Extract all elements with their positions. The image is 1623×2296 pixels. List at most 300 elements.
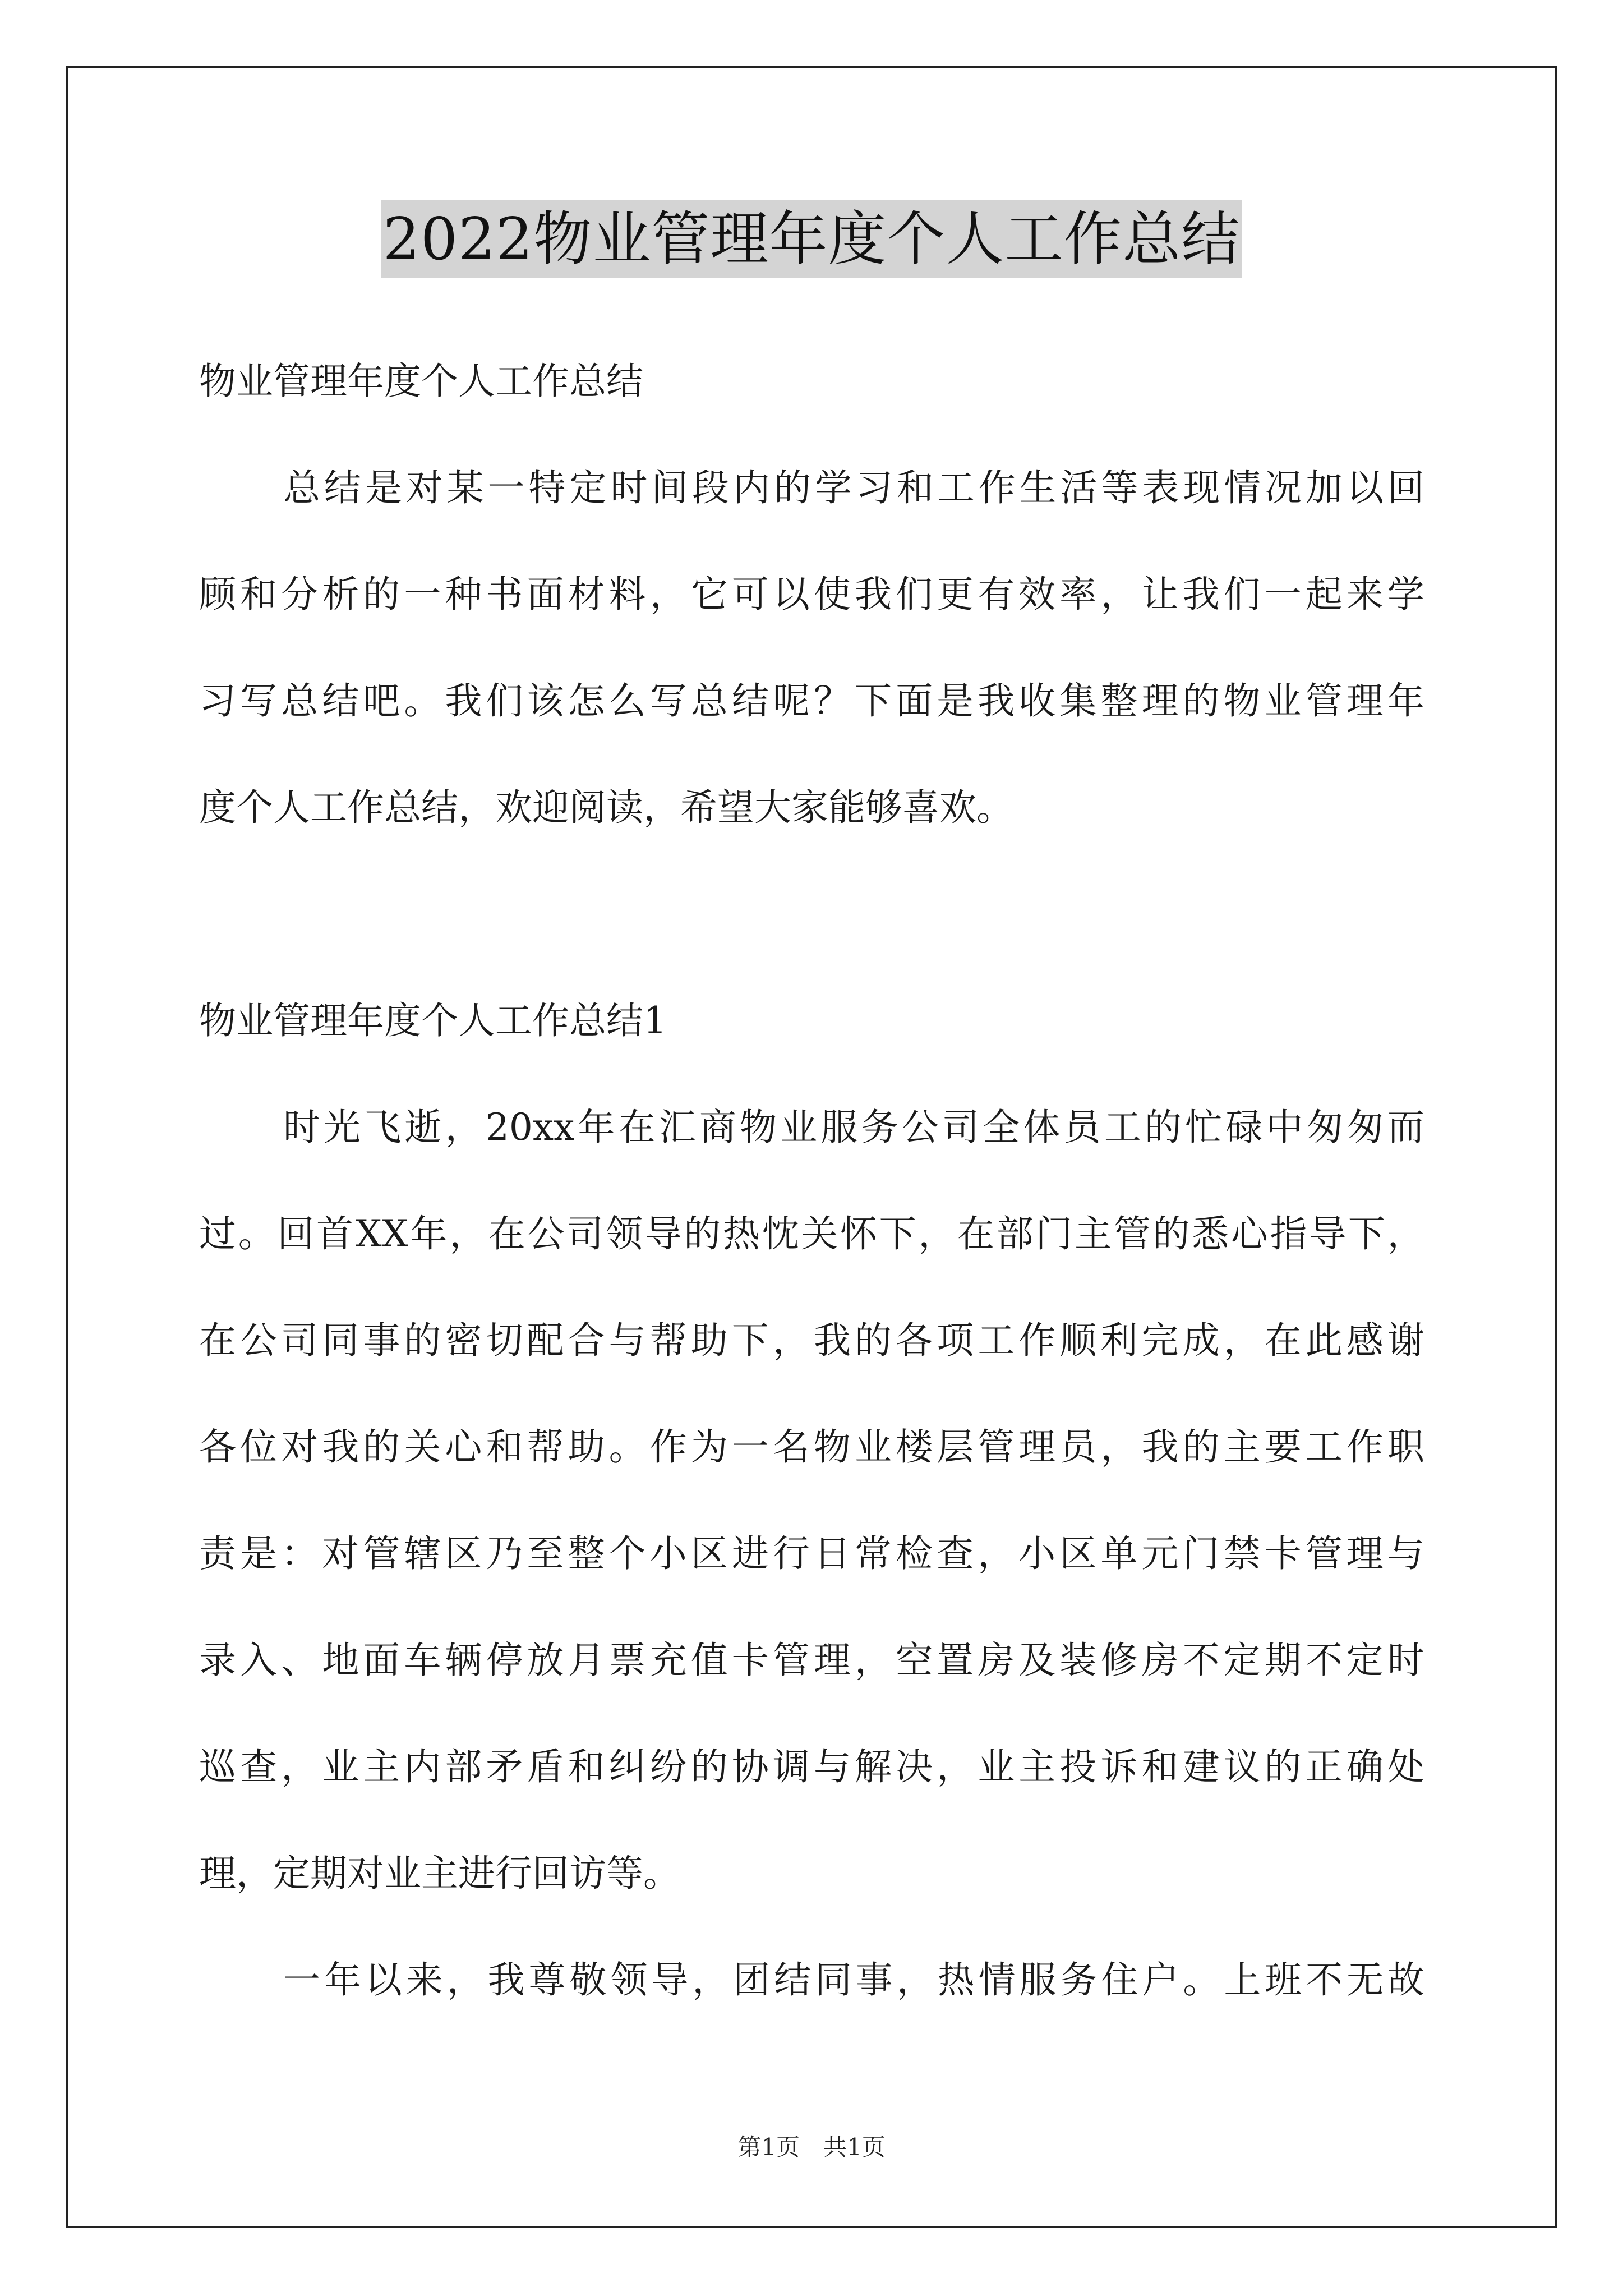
text-glyph: 热 bbox=[937, 1958, 975, 2001]
text-glyph: 使 bbox=[813, 573, 851, 616]
text-glyph: 房 bbox=[978, 1639, 1015, 1682]
text-glyph: 段 bbox=[692, 466, 730, 509]
text-glyph: 管 bbox=[772, 1639, 810, 1682]
text-glyph: 习 bbox=[855, 466, 893, 509]
text-glyph: 析 bbox=[322, 573, 359, 616]
text-glyph: 期 bbox=[1264, 1639, 1302, 1682]
text-glyph: 年 bbox=[578, 1106, 615, 1149]
text-glyph: 吧 bbox=[363, 679, 400, 723]
text-glyph: 情 bbox=[1224, 466, 1261, 509]
text-glyph: 公 bbox=[527, 1212, 565, 1255]
text-glyph: 间 bbox=[651, 466, 689, 509]
text-glyph: 匆 bbox=[1306, 1106, 1344, 1149]
text-glyph: 的 bbox=[1264, 1745, 1302, 1788]
text-glyph: 一 bbox=[731, 1425, 769, 1469]
text-glyph: 一 bbox=[283, 1958, 320, 2001]
text-glyph: ： bbox=[281, 1532, 319, 1575]
text-glyph: 位 bbox=[240, 1425, 278, 1469]
text-glyph: 光 bbox=[324, 1106, 361, 1149]
text-glyph: 对 bbox=[281, 1425, 319, 1469]
text-glyph: 结 bbox=[322, 679, 359, 723]
text-glyph: 对 bbox=[322, 1532, 359, 1575]
text-glyph: 建 bbox=[1182, 1745, 1220, 1788]
text-glyph: 配 bbox=[527, 1319, 564, 1362]
text-glyph: 结 bbox=[774, 1958, 811, 2001]
text-glyph: ， bbox=[445, 1106, 482, 1149]
text-glyph: 同 bbox=[814, 1958, 852, 2001]
document-title: 2022物业管理年度个人工作总结 bbox=[381, 200, 1243, 278]
text-glyph: 谢 bbox=[1387, 1319, 1424, 1362]
text-glyph: 全 bbox=[983, 1106, 1020, 1149]
text-glyph: 帮 bbox=[649, 1319, 687, 1362]
text-glyph: 协 bbox=[731, 1745, 769, 1788]
text-glyph: 学 bbox=[1387, 573, 1424, 616]
text-glyph: 有 bbox=[978, 573, 1015, 616]
text-glyph: 户 bbox=[1142, 1958, 1179, 2001]
text-glyph: ， bbox=[649, 573, 687, 616]
text-glyph: 停 bbox=[486, 1639, 523, 1682]
text-glyph: 房 bbox=[1141, 1639, 1179, 1682]
paragraph-line bbox=[199, 572, 1424, 617]
paragraph-line bbox=[199, 1745, 1424, 1789]
text-glyph: ， bbox=[978, 1532, 1015, 1575]
text-glyph: 主 bbox=[363, 1745, 400, 1788]
text-glyph: 定 bbox=[1346, 1639, 1384, 1682]
text-glyph: 和 bbox=[1141, 1745, 1179, 1788]
text-glyph: 班 bbox=[1265, 1958, 1302, 2001]
text-glyph: 热 bbox=[722, 1212, 760, 1255]
text-glyph: 理 bbox=[1141, 679, 1179, 723]
text-glyph: 项 bbox=[937, 1319, 974, 1362]
text-glyph: 下 bbox=[731, 1319, 769, 1362]
text-glyph: 匆 bbox=[1347, 1106, 1384, 1149]
text-glyph: 物 bbox=[1223, 679, 1261, 723]
text-glyph: 同 bbox=[322, 1319, 359, 1362]
text-glyph: 们 bbox=[486, 679, 523, 723]
text-glyph: 放 bbox=[527, 1639, 564, 1682]
text-glyph: 装 bbox=[1059, 1639, 1097, 1682]
title-container bbox=[0, 200, 1623, 278]
text-glyph: 总 bbox=[690, 679, 728, 723]
text-glyph: 在 bbox=[957, 1212, 995, 1255]
paragraph-line bbox=[199, 679, 1424, 724]
text-glyph: 的 bbox=[1182, 679, 1220, 723]
text-glyph: 修 bbox=[1100, 1639, 1138, 1682]
text-glyph: 利 bbox=[1100, 1319, 1138, 1362]
text-glyph: 物 bbox=[740, 1106, 777, 1149]
text-glyph: 我 bbox=[1141, 1425, 1179, 1469]
text-glyph: 值 bbox=[690, 1639, 728, 1682]
text-glyph: 调 bbox=[772, 1745, 810, 1788]
text-glyph: 处 bbox=[1387, 1745, 1424, 1788]
text-glyph: 情 bbox=[978, 1958, 1016, 2001]
text-glyph: 管 bbox=[1113, 1212, 1151, 1255]
text-glyph: 切 bbox=[486, 1319, 523, 1362]
text-glyph: 某 bbox=[446, 466, 484, 509]
text-glyph: 员 bbox=[1059, 1425, 1097, 1469]
text-glyph: 下 bbox=[1348, 1212, 1385, 1255]
text-glyph: 可 bbox=[731, 573, 769, 616]
text-glyph: 部 bbox=[445, 1745, 482, 1788]
text-glyph: 我 bbox=[322, 1425, 359, 1469]
section-heading: 物业管理年度个人工作总结1 bbox=[199, 999, 667, 1042]
text-glyph: 时 bbox=[610, 466, 648, 509]
text-glyph: 务 bbox=[1060, 1958, 1098, 2001]
text-glyph: 理 bbox=[1018, 1425, 1056, 1469]
text-glyph: 责 bbox=[199, 1532, 236, 1575]
text-glyph: 集 bbox=[1059, 679, 1097, 723]
text-glyph: 面 bbox=[363, 1639, 400, 1682]
text-glyph: 活 bbox=[1060, 466, 1098, 509]
text-glyph: 元 bbox=[1141, 1532, 1179, 1575]
text-glyph: 表 bbox=[1142, 466, 1179, 509]
text-glyph: 主 bbox=[1075, 1212, 1112, 1255]
text-glyph: 议 bbox=[1223, 1745, 1261, 1788]
text-glyph: 司 bbox=[281, 1319, 319, 1362]
text-glyph: 我 bbox=[813, 1319, 851, 1362]
text-glyph: 内 bbox=[733, 466, 771, 509]
text-glyph: 效 bbox=[1018, 573, 1056, 616]
text-glyph: 矛 bbox=[486, 1745, 523, 1788]
text-glyph: 至 bbox=[527, 1532, 564, 1575]
text-glyph: 小 bbox=[1018, 1532, 1056, 1575]
text-glyph: 住 bbox=[1101, 1958, 1138, 2001]
text-glyph: 写 bbox=[240, 679, 278, 723]
paragraph-line bbox=[199, 1638, 1424, 1683]
text-glyph: 定 bbox=[1223, 1639, 1261, 1682]
text-glyph: 不 bbox=[1182, 1639, 1220, 1682]
text-glyph: 完 bbox=[1141, 1319, 1179, 1362]
text-glyph: 不 bbox=[1305, 1639, 1343, 1682]
text-glyph: 飞 bbox=[364, 1106, 402, 1149]
text-glyph: 让 bbox=[1141, 573, 1179, 616]
text-glyph: 楼 bbox=[896, 1425, 933, 1469]
text-glyph: 心 bbox=[1230, 1212, 1268, 1255]
text-glyph: 区 bbox=[1059, 1532, 1097, 1575]
text-glyph: 门 bbox=[1182, 1532, 1220, 1575]
text-glyph: 一 bbox=[404, 573, 441, 616]
text-glyph: 对 bbox=[405, 466, 443, 509]
text-glyph: 检 bbox=[896, 1532, 933, 1575]
text-glyph: 部 bbox=[996, 1212, 1034, 1255]
text-glyph: 尊 bbox=[528, 1958, 566, 2001]
text-glyph: ？ bbox=[813, 679, 851, 723]
text-glyph: 在 bbox=[199, 1319, 236, 1362]
text-glyph: 而 bbox=[1387, 1106, 1424, 1149]
text-glyph: 员 bbox=[1063, 1106, 1101, 1149]
text-glyph: 密 bbox=[445, 1319, 482, 1362]
text-glyph: 个 bbox=[608, 1532, 646, 1575]
text-glyph: 主 bbox=[1223, 1425, 1261, 1469]
text-glyph: 业 bbox=[322, 1745, 359, 1788]
text-glyph: 卡 bbox=[1264, 1532, 1302, 1575]
text-glyph: 工 bbox=[1305, 1425, 1343, 1469]
text-glyph: 门 bbox=[1035, 1212, 1073, 1255]
text-glyph: 务 bbox=[861, 1106, 898, 1149]
text-glyph: 导 bbox=[651, 1958, 689, 2001]
text-glyph: 上 bbox=[1224, 1958, 1261, 2001]
paragraph-line bbox=[283, 1105, 1424, 1150]
text-glyph: 事 bbox=[855, 1958, 893, 2001]
text-glyph: 日 bbox=[813, 1532, 851, 1575]
text-glyph: 公 bbox=[901, 1106, 939, 1149]
text-glyph: 此 bbox=[1305, 1319, 1343, 1362]
text-glyph: ， bbox=[1100, 573, 1138, 616]
text-glyph: 巡 bbox=[199, 1745, 236, 1788]
text-glyph: 忙 bbox=[1185, 1106, 1223, 1149]
text-glyph: 职 bbox=[1387, 1425, 1424, 1469]
text-glyph: 习 bbox=[199, 679, 236, 723]
text-glyph: 的 bbox=[1152, 1212, 1190, 1255]
text-glyph: 月 bbox=[568, 1639, 605, 1682]
text-glyph: 确 bbox=[1346, 1745, 1384, 1788]
text-glyph: 领 bbox=[610, 1958, 648, 2001]
text-glyph: 卡 bbox=[731, 1639, 769, 1682]
text-glyph: 导 bbox=[644, 1212, 682, 1255]
text-glyph: 票 bbox=[608, 1639, 646, 1682]
text-glyph: 的 bbox=[855, 1319, 892, 1362]
text-glyph: 管 bbox=[363, 1532, 400, 1575]
text-glyph: ， bbox=[896, 1958, 934, 2001]
paragraph-line bbox=[283, 466, 1424, 510]
text-glyph: 书 bbox=[486, 573, 523, 616]
text-glyph: 总 bbox=[283, 466, 320, 509]
text-glyph: 层 bbox=[937, 1425, 974, 1469]
text-glyph: 。 bbox=[608, 1425, 646, 1469]
text-glyph: 起 bbox=[1305, 573, 1343, 616]
text-glyph: 区 bbox=[690, 1532, 728, 1575]
text-glyph: 及 bbox=[1018, 1639, 1056, 1682]
paragraph-line bbox=[199, 1425, 1424, 1470]
text-glyph: 面 bbox=[896, 679, 933, 723]
text-glyph: 以 bbox=[772, 573, 810, 616]
text-glyph: 的 bbox=[363, 1425, 400, 1469]
text-glyph: 成 bbox=[1182, 1319, 1220, 1362]
text-glyph: 业 bbox=[978, 1745, 1015, 1788]
text-glyph: 的 bbox=[1144, 1106, 1182, 1149]
text-glyph: 关 bbox=[801, 1212, 838, 1255]
text-glyph: 心 bbox=[445, 1425, 482, 1469]
text-glyph: 年 bbox=[324, 1958, 361, 2001]
text-glyph: 理 bbox=[813, 1639, 851, 1682]
text-glyph: 理 bbox=[1346, 679, 1384, 723]
text-glyph: 。 bbox=[238, 1212, 275, 1255]
paragraph-line bbox=[199, 1531, 1424, 1576]
text-glyph: 料 bbox=[608, 573, 646, 616]
text-glyph: 来 bbox=[1346, 573, 1384, 616]
text-glyph: 况 bbox=[1265, 466, 1302, 509]
text-glyph: 作 bbox=[1018, 1319, 1056, 1362]
text-glyph: 的 bbox=[363, 573, 400, 616]
text-glyph: 体 bbox=[1023, 1106, 1061, 1149]
text-glyph: 感 bbox=[1346, 1319, 1384, 1362]
text-glyph: 管 bbox=[1305, 679, 1343, 723]
paragraph-line: 度个人工作总结，欢迎阅读，希望大家能够喜欢。 bbox=[199, 786, 1013, 829]
text-glyph: 主 bbox=[1018, 1745, 1056, 1788]
text-glyph: 加 bbox=[1306, 466, 1343, 509]
text-glyph: 、 bbox=[281, 1639, 319, 1682]
paragraph-line bbox=[199, 1318, 1424, 1363]
text-glyph: 等 bbox=[1101, 466, 1138, 509]
text-glyph: 与 bbox=[1387, 1532, 1424, 1575]
text-glyph: 现 bbox=[1183, 466, 1220, 509]
text-glyph: 内 bbox=[404, 1745, 441, 1788]
text-glyph: 充 bbox=[649, 1639, 687, 1682]
text-glyph: 业 bbox=[855, 1425, 892, 1469]
text-glyph: 整 bbox=[1100, 679, 1138, 723]
text-glyph: ， bbox=[918, 1212, 956, 1255]
text-glyph: 区 bbox=[445, 1532, 482, 1575]
section-heading: 物业管理年度个人工作总结 bbox=[199, 360, 643, 403]
text-glyph: 司 bbox=[942, 1106, 980, 1149]
text-glyph: 悉 bbox=[1192, 1212, 1229, 1255]
text-glyph: 服 bbox=[820, 1106, 858, 1149]
text-glyph: 的 bbox=[690, 1745, 728, 1788]
text-glyph: 名 bbox=[772, 1425, 810, 1469]
text-glyph: 录 bbox=[199, 1639, 236, 1682]
text-glyph: 回 bbox=[1387, 466, 1424, 509]
paragraph-line bbox=[199, 1212, 1424, 1257]
text-glyph: 我 bbox=[978, 679, 1015, 723]
text-glyph: 过 bbox=[199, 1212, 236, 1255]
text-glyph: 20xx bbox=[485, 1106, 575, 1149]
text-glyph: 辖 bbox=[404, 1532, 441, 1575]
text-glyph: 结 bbox=[324, 466, 361, 509]
text-glyph: 与 bbox=[608, 1319, 646, 1362]
text-glyph: 各 bbox=[199, 1425, 236, 1469]
text-glyph: 置 bbox=[937, 1639, 974, 1682]
text-glyph: 分 bbox=[281, 573, 319, 616]
text-glyph: 首 bbox=[316, 1212, 354, 1255]
text-glyph: 辆 bbox=[445, 1639, 482, 1682]
text-glyph: 盾 bbox=[527, 1745, 564, 1788]
text-glyph: 诉 bbox=[1100, 1745, 1138, 1788]
text-glyph: 面 bbox=[527, 573, 564, 616]
text-glyph: 地 bbox=[322, 1639, 359, 1682]
text-glyph: 管 bbox=[1305, 1532, 1343, 1575]
paragraph-line bbox=[283, 1958, 1424, 2003]
text-glyph: 呢 bbox=[772, 679, 810, 723]
text-glyph: 顾 bbox=[199, 573, 236, 616]
text-glyph: 碌 bbox=[1225, 1106, 1263, 1149]
text-glyph: 是 bbox=[240, 1532, 278, 1575]
text-glyph: 怀 bbox=[840, 1212, 877, 1255]
text-glyph: 纷 bbox=[649, 1745, 687, 1788]
text-glyph: ， bbox=[1100, 1425, 1138, 1469]
text-glyph: 领 bbox=[605, 1212, 643, 1255]
text-glyph: 是 bbox=[365, 466, 402, 509]
text-glyph: 关 bbox=[404, 1425, 441, 1469]
text-glyph: 业 bbox=[1264, 679, 1302, 723]
text-glyph: 的 bbox=[404, 1319, 441, 1362]
text-glyph: 商 bbox=[699, 1106, 736, 1149]
text-glyph: 为 bbox=[690, 1425, 728, 1469]
text-glyph: 帮 bbox=[527, 1425, 564, 1469]
text-glyph: 和 bbox=[240, 573, 278, 616]
text-glyph: ， bbox=[281, 1745, 319, 1788]
text-glyph: XX bbox=[355, 1212, 408, 1255]
text-glyph: 司 bbox=[566, 1212, 604, 1255]
text-glyph: ， bbox=[772, 1319, 810, 1362]
text-glyph: ， bbox=[855, 1639, 892, 1682]
text-glyph: 它 bbox=[690, 573, 728, 616]
text-glyph: 作 bbox=[649, 1425, 687, 1469]
text-glyph: 查 bbox=[937, 1532, 974, 1575]
text-glyph: 敬 bbox=[569, 1958, 607, 2001]
text-glyph: 的 bbox=[684, 1212, 721, 1255]
text-glyph: 时 bbox=[283, 1106, 320, 1149]
text-glyph: 以 bbox=[1346, 466, 1384, 509]
text-glyph: 助 bbox=[568, 1425, 605, 1469]
text-glyph: 们 bbox=[1223, 573, 1261, 616]
text-glyph: 年 bbox=[1387, 679, 1424, 723]
text-glyph: 结 bbox=[731, 679, 769, 723]
text-glyph: 是 bbox=[937, 679, 974, 723]
text-glyph: 我 bbox=[445, 679, 482, 723]
text-glyph: 下 bbox=[879, 1212, 916, 1255]
text-glyph: 不 bbox=[1306, 1958, 1343, 2001]
text-glyph: 种 bbox=[445, 573, 482, 616]
text-glyph: 物 bbox=[813, 1425, 851, 1469]
text-glyph: 一 bbox=[487, 466, 525, 509]
text-glyph: 服 bbox=[1019, 1958, 1057, 2001]
text-glyph: 进 bbox=[731, 1532, 769, 1575]
text-glyph: 逝 bbox=[404, 1106, 442, 1149]
text-glyph: 生 bbox=[1019, 466, 1057, 509]
text-glyph: 小 bbox=[649, 1532, 687, 1575]
text-glyph: 年 bbox=[410, 1212, 448, 1255]
text-glyph: 中 bbox=[1266, 1106, 1303, 1149]
text-glyph: 作 bbox=[1346, 1425, 1384, 1469]
text-glyph: ， bbox=[1223, 1319, 1261, 1362]
text-glyph: 更 bbox=[937, 573, 974, 616]
text-glyph: 入 bbox=[240, 1639, 278, 1682]
text-glyph: 禁 bbox=[1223, 1532, 1261, 1575]
text-glyph: 助 bbox=[690, 1319, 728, 1362]
text-glyph: 整 bbox=[568, 1532, 605, 1575]
text-glyph: 。 bbox=[1183, 1958, 1220, 2001]
text-glyph: 合 bbox=[568, 1319, 605, 1362]
text-glyph: 理 bbox=[1346, 1532, 1384, 1575]
text-glyph: 各 bbox=[896, 1319, 933, 1362]
text-glyph: ， bbox=[1387, 1212, 1424, 1255]
text-glyph: 回 bbox=[277, 1212, 315, 1255]
text-glyph: 怎 bbox=[568, 679, 605, 723]
text-glyph: 们 bbox=[896, 573, 933, 616]
text-glyph: 忱 bbox=[762, 1212, 799, 1255]
text-glyph: 解 bbox=[855, 1745, 892, 1788]
text-glyph: 在 bbox=[488, 1212, 525, 1255]
text-glyph: 该 bbox=[527, 679, 564, 723]
text-glyph: 单 bbox=[1100, 1532, 1138, 1575]
text-glyph: 与 bbox=[813, 1745, 851, 1788]
text-glyph: 要 bbox=[1264, 1425, 1302, 1469]
text-glyph: 车 bbox=[404, 1639, 441, 1682]
text-glyph: 收 bbox=[1018, 679, 1056, 723]
text-glyph: 事 bbox=[363, 1319, 400, 1362]
text-glyph: 导 bbox=[1309, 1212, 1347, 1255]
text-glyph: 一 bbox=[1264, 573, 1302, 616]
text-glyph: 的 bbox=[1182, 1425, 1220, 1469]
text-glyph: 么 bbox=[608, 679, 646, 723]
text-glyph: 工 bbox=[978, 1319, 1015, 1362]
text-glyph: 正 bbox=[1305, 1745, 1343, 1788]
text-glyph: 写 bbox=[649, 679, 687, 723]
text-glyph: ， bbox=[446, 1958, 484, 2001]
text-glyph: 时 bbox=[1387, 1639, 1424, 1682]
text-glyph: ， bbox=[937, 1745, 974, 1788]
text-glyph: 公 bbox=[240, 1319, 278, 1362]
